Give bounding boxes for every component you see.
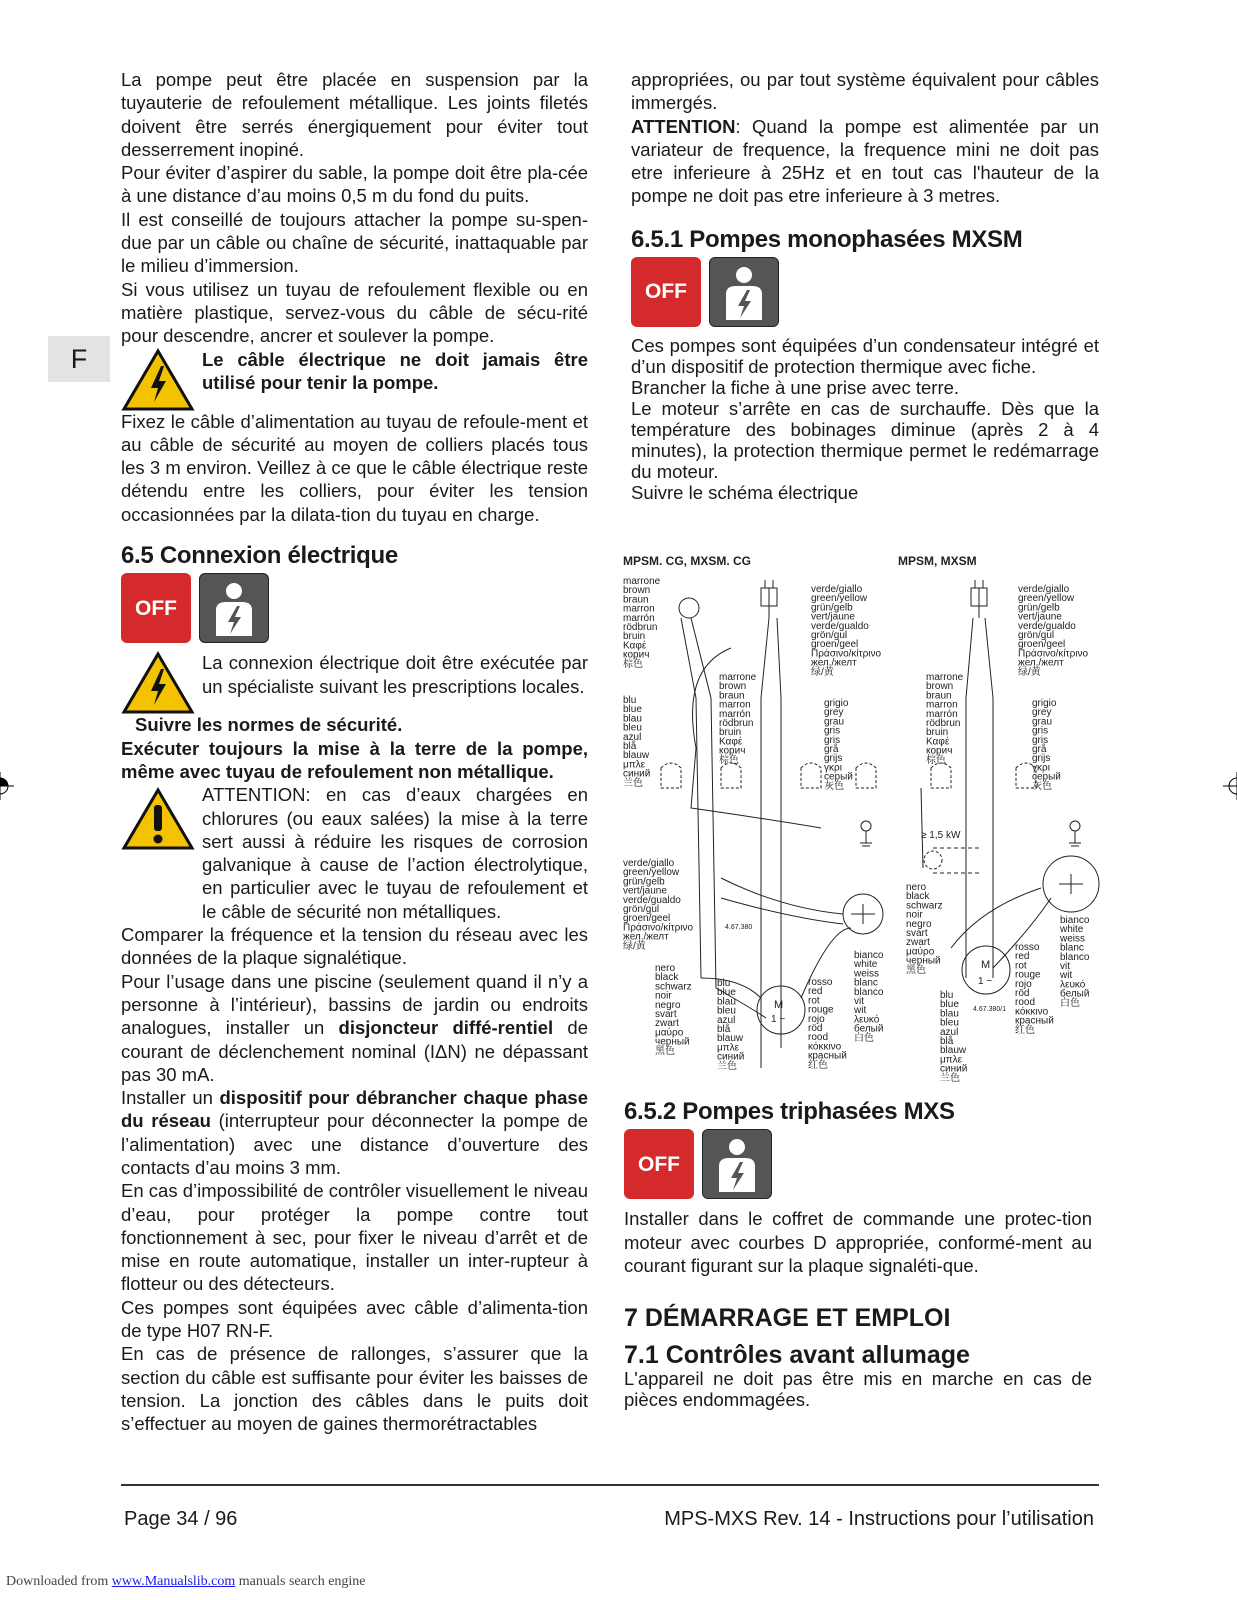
registration-mark-left (0, 772, 14, 800)
wire-colour-label: 红色 (1015, 1024, 1035, 1036)
wire-colour-label: синий (940, 1063, 968, 1075)
warning-text: La connexion électrique doit être exécutée par un spécialiste suivant les prescriptions locales. (202, 652, 588, 697)
wire-colour-label: красный (808, 1050, 847, 1062)
wire-colour-label: 绿/黄 (811, 666, 834, 678)
wire-colour-label: 兰色 (623, 777, 643, 789)
wire-colour-label: marron (623, 603, 655, 615)
wire-colour-label: grigio (1032, 698, 1057, 709)
wire-colour-label: серый (824, 771, 853, 783)
wire-colour-label: 绿/黄 (1018, 666, 1041, 678)
wire-colour-label: braun (926, 690, 952, 702)
wire-colour-label: λευκό (854, 1014, 880, 1026)
warning-text: Le câble électrique ne doit jamais être utilisé pour tenir la pompe. (202, 348, 588, 393)
wire-colour-label: корич (623, 649, 650, 661)
wire-colour-label: bruin (926, 727, 949, 739)
paragraph: En cas d’impossibilité de contrôler visuellement le niveau d’eau, pour protéger la pompe contre tout fonctionnement à sec, pour fixer le niveau d’arrêt et de mise en route automatique, installer un inter-rupteur à flotteur ou des détecteurs. (121, 1180, 588, 1295)
right-column (631, 68, 1099, 503)
wire-colour-label: rosso (1015, 942, 1040, 953)
wire-colour-label: 红色 (808, 1059, 828, 1071)
paragraph: Installer dans le coffret de commande une protec-tion moteur avec courbes D appropriée, conformé-ment au courant figurant sur la plaque signaléti-que. (624, 1208, 1092, 1276)
wire-colour-label: vit (1060, 961, 1070, 972)
chapter-heading: 7 DÉMARRAGE ET EMPLOI (624, 1304, 951, 1333)
wire-colour-label: grigio (824, 698, 849, 709)
wire-colour-label: blå (940, 1036, 954, 1047)
wire-colour-label: синий (623, 768, 651, 780)
wire-colour-label: bruin (623, 631, 646, 643)
wiring-diagram (621, 548, 1101, 1088)
wire-colour-label: grijs (824, 753, 843, 765)
wire-colour-label: черный (655, 1036, 690, 1048)
wire-colour-label: blu (717, 978, 731, 989)
section-heading: 6.5.1 Pompes monophasées MXSM (631, 225, 1023, 253)
wire-colour-label: wit (854, 1005, 867, 1017)
wire-colour-label: жел./желт (1018, 657, 1064, 669)
wire-colour-label: blu (623, 695, 637, 706)
phase-label: 1 ~ (978, 976, 993, 987)
ref-code: 4.67.380/1 (973, 1006, 1007, 1013)
paragraph: Ces pompes sont équipées d’un condensateur intégré et d’un dispositif de protection thermique avec fiche. (631, 335, 1099, 378)
wire-colour-label: marrone (719, 672, 757, 683)
wire-colour-label: blau (717, 996, 736, 1008)
wire-colour-label: vert/jaune (811, 611, 855, 623)
wire-colour-label: marron (719, 699, 751, 711)
wire-colour-label: 白色 (854, 1032, 874, 1044)
warning-text: ATTENTION: en cas d’eaux chargées en chlorures (ou eaux salées) la mise à la terre sert aussi à réduire les risques de corrosion galvanique à cause de l’action électrolytique, en particulier avec le tuyau de refoulement et le câble de sécurité non métalliques. (202, 784, 588, 922)
wire-colour-label: 棕色 (926, 754, 946, 766)
paragraph: Comparer la fréquence et la tension du réseau avec les données de la plaque signalétique. (121, 924, 588, 969)
wire-colour-label: bleu (717, 1005, 736, 1017)
wire-colour-label: vit (854, 996, 864, 1007)
motor-label: M (981, 959, 991, 971)
wire-colour-label: 兰色 (940, 1072, 960, 1084)
wire-colour-label: blue (717, 987, 736, 999)
wire-colour-label: rödbrun (623, 622, 658, 633)
wire-colour-label: red (808, 986, 823, 998)
wire-colour-label: groen/geel (623, 913, 671, 925)
wire-colour-label: gris (1032, 725, 1049, 737)
wire-colour-label: blanc (854, 977, 878, 989)
motor-label: M (774, 999, 784, 1011)
wire-colour-label: μπλε (623, 759, 646, 771)
wire-colour-label: groen/geel (811, 639, 859, 651)
wire-colour-label: Καφέ (623, 640, 647, 652)
diagram-title-right: MPSM, MXSM (898, 554, 977, 568)
wire-colour-label: blue (623, 704, 642, 716)
warning-block (121, 651, 588, 713)
wire-colour-label: black (906, 891, 930, 903)
wire-colour-label: verde/giallo (1018, 584, 1070, 595)
wire-colour-label: marrone (623, 576, 661, 587)
wire-colour-label: weiss (1060, 933, 1086, 945)
wire-colour-label: 棕色 (719, 754, 739, 766)
manualslib-link[interactable]: www.Manualslib.com (111, 1574, 236, 1589)
wire-colour-label: bleu (940, 1017, 959, 1029)
paragraph: Pour l’usage dans une piscine (seulement quand il n’y a personne à l’intérieur), bassins de jardin ou endroits analogues, installer un disjoncteur diffé-rentiel de courant de déclenchement nominal (IΔN) ne dépassant pas 30 mA. (121, 970, 589, 1085)
wire-colour-label: 棕色 (623, 658, 643, 670)
wire-colour-label: blue (940, 999, 959, 1011)
safety-norms: Suivre les normes de sécurité. (135, 714, 403, 736)
wire-colour-label: noir (906, 909, 923, 921)
wire-colour-label: rojo (808, 1013, 825, 1025)
wire-colour-label: grün/gelb (811, 602, 853, 614)
wire-colour-label: marron (926, 699, 958, 711)
wire-colour-label: rot (808, 995, 820, 1007)
paragraph: Brancher la fiche à une prise avec terre. (631, 377, 960, 399)
exclamation-warning-icon (121, 787, 195, 851)
wire-colour-label: blau (940, 1008, 959, 1020)
wire-colour-label: brown (719, 681, 747, 693)
wire-colour-label: svart (655, 1009, 677, 1020)
wire-colour-label: rood (1015, 997, 1036, 1009)
wire-colour-label: bleu (623, 722, 642, 734)
badge-row (624, 1129, 1092, 1199)
wire-colour-label: braun (623, 594, 649, 606)
wire-colour-label: rödbrun (719, 718, 754, 729)
paragraph: La pompe peut être placée en suspension par la tuyauterie de refoulement métallique. Les joints filetés doivent être serrés énergiquement pour éviter tout desserrement inopiné. (121, 69, 588, 160)
wire-colour-label: bianco (1060, 915, 1090, 926)
wire-colour-label: röd (1015, 988, 1030, 999)
electrician-icon (709, 257, 779, 327)
paragraph: Le moteur s’arrête en cas de surchauffe. Dès que la température des bobinages diminue (après 2 à 4 minutes), la protection thermique permet le redémarrage du moteur. (631, 398, 1099, 483)
wire-colour-label: noir (655, 990, 672, 1002)
wire-colour-label: bruin (719, 727, 742, 739)
wire-colour-label: grey (824, 707, 844, 719)
wire-colour-label: brown (623, 585, 651, 597)
warning-block (121, 783, 588, 923)
wire-colour-label: κόκκινο (808, 1041, 842, 1053)
wire-colour-label: корич (719, 745, 746, 757)
earth-instruction: Exécuter toujours la mise à la terre de la pompe, même avec tuyau de refoulement non métallique. (121, 737, 588, 782)
wire-colour-label: weiss (854, 968, 880, 980)
wire-colour-label: marrón (926, 708, 958, 720)
wire-colour-label: корич (926, 745, 953, 757)
wire-colour-label: green/yellow (811, 593, 868, 605)
wire-colour-label: wit (1060, 970, 1073, 982)
paragraph: Ces pompes sont équipées avec câble d’alimenta-tion de type H07 RN-F. (121, 1296, 588, 1342)
language-tab: F (48, 336, 110, 382)
wire-colour-label: braun (719, 690, 745, 702)
wire-colour-label: μπλε (717, 1042, 740, 1054)
footer-rule (121, 1484, 1099, 1486)
paragraph: ATTENTION: Quand la pompe est alimentée par un variateur de frequence, la frequence mini ne doit pas etre inferieure à 25Hz et en tout cas l'hauteur de la pompe ne doit pas etre inferieure à 3 metres. (631, 115, 1099, 207)
wire-colour-label: grün/gelb (1018, 602, 1060, 614)
wire-colour-label: vert/jaune (1018, 611, 1062, 623)
wire-colour-label: black (655, 972, 679, 984)
wire-colour-label: red (1015, 951, 1030, 963)
paragraph: Suivre le schéma électrique (631, 482, 859, 504)
paragraph: Il est conseillé de toujours attacher la pompe su-spen-due par un câble ou chaîne de sécurité, inattaquable par le milieu d’immersion. (121, 208, 588, 277)
wire-colour-label: blauw (717, 1033, 744, 1045)
warning-block (121, 348, 588, 410)
wire-colour-label: vert/jaune (623, 885, 667, 897)
wire-colour-label: rosso (808, 977, 833, 988)
wire-colour-label: rouge (808, 1004, 834, 1016)
wire-colour-label: schwarz (655, 981, 692, 993)
registration-mark-right (1223, 772, 1237, 800)
wire-colour-label: 绿/黄 (623, 940, 646, 952)
wire-colour-label: gris (824, 734, 841, 746)
wire-colour-label: γκρι (1032, 762, 1050, 774)
wire-colour-label: blå (717, 1024, 731, 1035)
off-badge: OFF (631, 257, 701, 327)
wire-colour-label: grün/gelb (623, 876, 665, 888)
wire-colour-label: белый (854, 1023, 884, 1035)
wire-colour-label: verde/gualdo (623, 894, 681, 906)
wire-colour-label: white (854, 959, 878, 971)
wire-colour-label: rödbrun (926, 718, 961, 729)
download-notice: Downloaded from www.Manualslib.com manuals search engine (6, 1574, 366, 1589)
wire-colour-label: blauw (623, 750, 650, 762)
wire-colour-label: жел./желт (811, 657, 857, 669)
page-number: Page 34 / 96 (124, 1508, 238, 1530)
wire-colour-label: rojo (1015, 978, 1032, 990)
wire-colour-label: röd (808, 1023, 823, 1034)
wire-colour-label: schwarz (906, 900, 943, 912)
paragraph: L'appareil ne doit pas être mis en marche en cas de pièces endommagées. (624, 1367, 1092, 1410)
wire-colour-label: negro (655, 999, 681, 1011)
wire-colour-label: Πράσινο/κίτρινο (811, 648, 882, 660)
wire-colour-label: серый (1032, 771, 1061, 783)
ref-code: 4.67.380 (725, 924, 753, 931)
wire-colour-label: azul (623, 731, 642, 743)
wire-colour-label: Καφέ (719, 736, 743, 748)
wire-colour-label: 黑色 (655, 1045, 675, 1057)
wire-colour-label: nero (655, 963, 676, 974)
right-column-lower (624, 1100, 1092, 1410)
wire-colour-label: rouge (1015, 969, 1041, 981)
electric-warning-icon (121, 348, 195, 412)
section-heading: 6.5 Connexion électrique (121, 542, 398, 570)
paragraph: Installer un dispositif pour débrancher chaque phase du réseau (interrupteur pour déconnecter la pompe de l’alimentation) avec une distance d’ouverture des contacts d’au moins 3 mm. (121, 1087, 588, 1178)
wire-colour-label: черный (906, 955, 941, 967)
wire-colour-label: grön/gul (1018, 630, 1055, 641)
paragraph: Si vous utilisez un tuyau de refoulement flexible ou en matière plastique, servez-vous du câble de sécu-rité pour descendre, ancrer et soulever la pompe. (121, 278, 588, 347)
wire-colour-label: grön/gul (811, 630, 848, 641)
wire-colour-label: gris (824, 725, 841, 737)
wire-colour-label: marrón (719, 708, 751, 720)
wire-colour-label: blau (623, 713, 642, 725)
wire-colour-label: grijs (1032, 753, 1051, 765)
wire-colour-label: blå (623, 741, 637, 752)
wire-colour-label: blu (940, 990, 954, 1001)
wire-colour-label: green/yellow (623, 867, 680, 879)
power-label: ≥ 1,5 kW (921, 830, 961, 841)
electric-warning-icon (121, 651, 195, 715)
paragraph: Fixez le câble d’alimentation au tuyau de refoule-ment et au câble de sécurité au moyen de colliers placés tous les 3 m environ. Veillez à ce que le câble électrique reste détendu entre les colliers, pour éviter les tension occasionnées par la dilata-tion du tuyau en charge. (121, 410, 588, 525)
off-badge: OFF (624, 1129, 694, 1199)
wire-colour-label: verde/gualdo (811, 620, 869, 632)
wire-colour-label: bianco (854, 950, 884, 961)
wire-colour-label: grau (1032, 716, 1053, 728)
wire-colour-label: 白色 (1060, 997, 1080, 1009)
wire-colour-label: groen/geel (1018, 639, 1066, 651)
electrician-icon (702, 1129, 772, 1199)
wire-colour-label: verde/giallo (811, 584, 863, 595)
wire-colour-label: marrone (926, 672, 964, 683)
wire-colour-label: λευκό (1060, 979, 1086, 991)
badge-row (121, 573, 588, 643)
wire-colour-label: белый (1060, 988, 1090, 1000)
wire-colour-label: verde/gualdo (1018, 620, 1076, 632)
wire-colour-label: красный (1015, 1015, 1054, 1027)
wire-colour-label: 灰色 (1032, 780, 1052, 792)
wire-colour-label: svart (906, 928, 928, 939)
wire-colour-label: rot (1015, 960, 1027, 972)
wire-colour-label: azul (717, 1014, 736, 1026)
phase-label: 1 ~ (771, 1014, 786, 1025)
section-heading: 7.1 Contrôles avant allumage (624, 1341, 970, 1370)
paragraph: En cas de présence de rallonges, s’assurer que la section du câble est suffisante pour éviter les baisses de tension. La jonction des câbles dans le puits doit s’effectuer au moyen de gaines thermorétractables (121, 1343, 588, 1435)
wire-colour-label: white (1060, 924, 1084, 936)
electrician-icon (199, 573, 269, 643)
wire-colour-label: blanc (1060, 942, 1084, 954)
wire-colour-label: 灰色 (824, 780, 844, 792)
section-heading: 6.5.2 Pompes triphasées MXS (624, 1098, 955, 1125)
wire-colour-label: Πράσινο/κίτρινο (623, 922, 694, 934)
wire-colour-label: zwart (906, 937, 930, 949)
wire-colour-label: синий (717, 1051, 745, 1063)
off-badge: OFF (121, 573, 191, 643)
wire-colour-label: μαύρο (655, 1027, 684, 1039)
wire-colour-label: γκρι (824, 762, 842, 774)
wire-colour-label: blanco (1060, 951, 1090, 963)
left-column (121, 68, 588, 1436)
wire-colour-label: 黑色 (906, 964, 926, 976)
wire-colour-label: grå (1032, 744, 1047, 755)
wire-colour-label: blauw (940, 1045, 967, 1057)
wire-colour-label: μπλε (940, 1054, 963, 1066)
wire-colour-label: gris (1032, 734, 1049, 746)
wire-colour-label: green/yellow (1018, 593, 1075, 605)
wire-colour-label: grey (1032, 707, 1052, 719)
wire-colour-label: Καφέ (926, 736, 950, 748)
document-title: MPS-MXS Rev. 14 - Instructions pour l’utilisation (664, 1508, 1094, 1530)
diagram-title-left: MPSM. CG, MXSM. CG (623, 554, 752, 568)
wire-colour-label: grau (824, 716, 845, 728)
wire-colour-label: nero (906, 882, 927, 893)
wire-colour-label: zwart (655, 1018, 679, 1030)
wire-colour-label: brown (926, 681, 954, 693)
wire-colour-label: 兰色 (717, 1060, 737, 1072)
badge-row (631, 257, 1099, 327)
wire-colour-label: verde/giallo (623, 858, 675, 869)
paragraph: appropriées, ou par tout système équivalent pour câbles immergés. (631, 69, 1099, 114)
wire-colour-label: grön/gul (623, 904, 660, 915)
wire-colour-label: жел./желт (623, 931, 669, 943)
paragraph: Pour éviter d’aspirer du sable, la pompe doit être pla-cée à une distance d’au moins 0,5 m du fond du puits. (121, 162, 588, 207)
wire-colour-label: κόκκινο (1015, 1006, 1049, 1018)
wire-colour-label: negro (906, 918, 932, 930)
wire-colour-label: grå (824, 744, 839, 755)
wire-colour-label: blanco (854, 986, 884, 998)
wire-colour-label: marrón (623, 612, 655, 624)
wire-colour-label: azul (940, 1026, 959, 1038)
wire-colour-label: Πράσινο/κίτρινο (1018, 648, 1089, 660)
wire-colour-label: μαύρο (906, 946, 935, 958)
wire-colour-label: rood (808, 1032, 829, 1044)
